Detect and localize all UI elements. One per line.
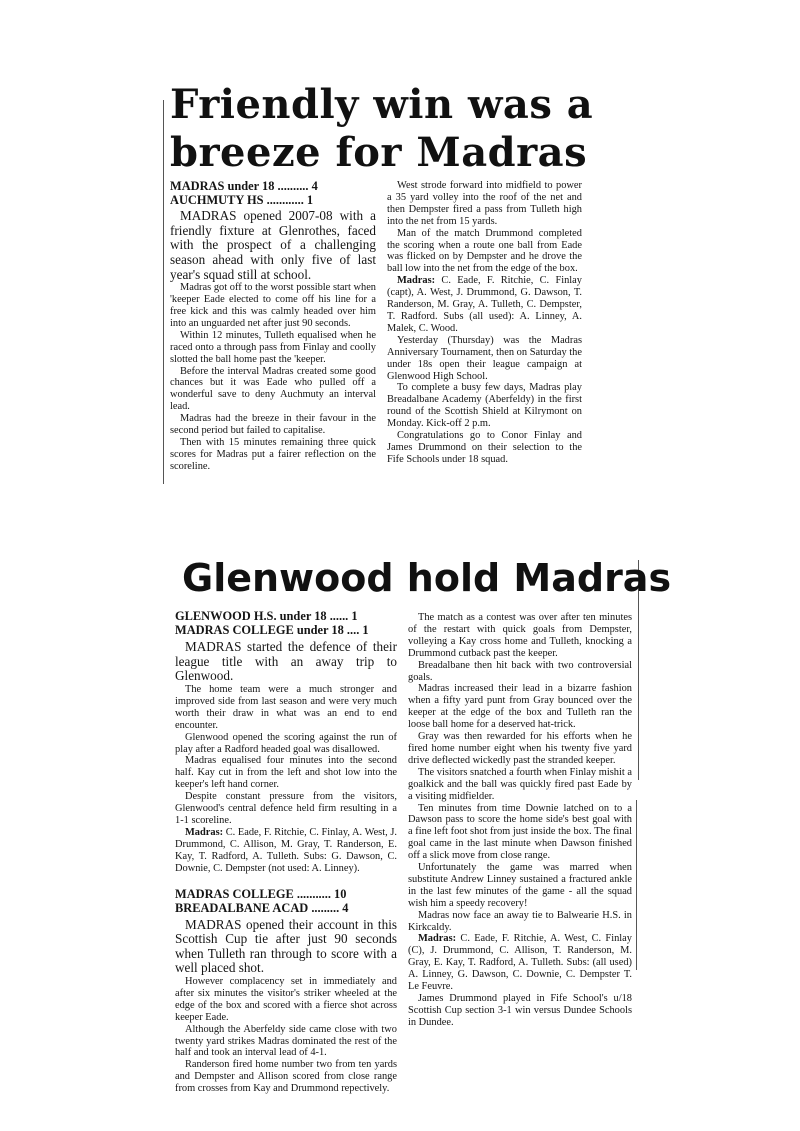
score-line: MADRAS COLLEGE under 18 .... 1: [175, 622, 369, 637]
team-lineup: Madras: C. Eade, F. Ritchie, C. Finlay (capt), A. West, J. Drummond, G. Dawson, T. Randerson, M. Gray, A. Tulleth, C. Dempster, T. Radford. Subs (all used): A. Linney, A. Malek, C. Wood.: [387, 275, 582, 334]
paragraph: Madras increased their lead in a bizarre fashion when a fifty yard punt from Gray bounced over the keeper at the edge of the box and Tulleth ran the loose ball home for a deserved hat-trick.: [408, 683, 632, 731]
paragraph: Then with 15 minutes remaining three quick scores for Madras put a fairer reflection on the scoreline.: [170, 436, 376, 472]
paragraph: Within 12 minutes, Tulleth equalised when he raced onto a through pass from Finlay and coolly slotted the ball home past the 'keeper.: [170, 329, 376, 365]
clipping-edge-line: [163, 100, 164, 484]
article-column-right: [387, 180, 582, 466]
paragraph: Madras equalised four minutes into the second half. Kay cut in from the left and shot low into the keeper's left hand corner.: [175, 755, 397, 791]
paragraph: West strode forward into midfield to power a 35 yard volley into the roof of the net and then Dempster fired a pass from Tulleth high into the net from 15 yards.: [387, 180, 582, 227]
lead-paragraph: MADRAS opened 2007-08 with a friendly fixture at Glenrothes, faced with the prospect of a challenging season ahead with only five of last year's squad still at school.: [170, 208, 376, 282]
score-line: GLENWOOD H.S. under 18 ...... 1: [175, 609, 358, 623]
team-lineup: Madras: C. Eade, F. Ritchie, A. West, C. Finlay (C), J. Drummond, C. Allison, T. Randerson, M. Gray, E. Kay, T. Radford, A. Tulleth. Subs: (all used) A. Linney, G. Dawson, C. Downie, C. Dempster T. Le Feuvre.: [408, 933, 632, 993]
paragraph: James Drummond played in Fife School's u/18 Scottish Cup section 3-1 win versus Dundee Schools in Dundee.: [408, 993, 632, 1028]
paragraph: Madras had the breeze in their favour in the second period but failed to capitalise.: [170, 413, 376, 437]
paragraph: Randerson fired home number two from ten yards and Dempster and Allison scored from close range from crosses from Kay and Drummond repectively.: [175, 1059, 397, 1095]
paragraph: The match as a contest was over after ten minutes of the restart with quick goals from Dempster, volleying a Kay cross home and Tulleth, knocking a Drummond cutback past the keeper.: [408, 612, 632, 659]
paragraph: To complete a busy few days, Madras play Breadalbane Academy (Aberfeldy) in the first round of the Scottish Shield at Kilrymont on Monday. Kick-off 2 p.m.: [387, 382, 582, 430]
paragraph: Although the Aberfeldy side came close with two twenty yard strikes Madras dominated the rest of the half and took an interval lead of 4-1.: [175, 1023, 397, 1059]
score-line: AUCHMUTY HS ............ 1: [170, 192, 314, 207]
paragraph: Yesterday (Thursday) was the Madras Anniversary Tournament, then on Saturday the under 18s open their league campaign at Glenwood High School.: [387, 334, 582, 382]
paragraph: However complacency set in immediately and after six minutes the visitor's striker wheeled at the edge of the box and scored with a fierce shot across keeper Eade.: [175, 976, 397, 1023]
lead-paragraph: MADRAS opened their account in this Scottish Cup tie after just 90 seconds when Tulleth ran through to score with a well placed shot.: [175, 916, 397, 976]
score-line: MADRAS under 18 .......... 4: [170, 179, 318, 193]
paragraph: Madras got off to the worst possible start when 'keeper Eade elected to come off his line for a free kick and this was calmly headed over him into an unguarded net after just 90 seconds.: [170, 282, 376, 329]
paragraph: Breadalbane then hit back with two controversial goals.: [408, 659, 632, 683]
paragraph: Ten minutes from time Downie latched on to a Dawson pass to score the home side's best goal with a fine left foot shot from just inside the box. The final goal came in the last minute when Dawson finished off a slick move from close range.: [408, 802, 632, 862]
lead-paragraph: MADRAS started the defence of their league title with an away trip to Glenwood.: [175, 639, 397, 684]
paragraph: Man of the match Drummond completed the scoring when a route one ball from Eade was flicked on by Dempster and he drove the ball low into the net from the edge of the box.: [387, 227, 582, 275]
paragraph: Gray was then rewarded for his efforts when he fired home number eight when his twenty five yard drive deflected wickedly past the stranded keeper.: [408, 731, 632, 766]
score-line: BREADALBANE ACAD ......... 4: [175, 901, 349, 916]
paragraph: Before the interval Madras created some good chances but it was Eade who pulled off a wonderful save to deny Auchmuty an interval lead.: [170, 365, 376, 413]
score-line: MADRAS COLLEGE ........... 10: [175, 887, 347, 902]
paragraph: The home team were a much stronger and improved side from last season and were very much worth their draw in what was an end to end encounter.: [175, 683, 397, 731]
paragraph: The visitors snatched a fourth when Finlay mishit a goalkick and the ball was quickly fired past Eade by a visiting midfielder.: [408, 766, 632, 802]
paragraph: Congratulations go to Conor Finlay and James Drummond on their selection to the Fife Schools under 18 squad.: [387, 430, 582, 465]
headline-line-1: Friendly win was a: [170, 81, 594, 128]
headline-line-2: breeze for Madras: [170, 129, 588, 176]
team-lineup: Madras: C. Eade, F. Ritchie, C. Finlay, A. West, J. Drummond, C. Allison, M. Gray, T. Randerson, E. Kay, T. Radford, A. Tulleth. Subs: G. Dawson, C. Downie, C. Dempster (not used: A. Linney).: [175, 826, 397, 874]
paragraph: Madras now face an away tie to Balwearie H.S. in Kirkcaldy.: [408, 909, 632, 933]
paragraph: Despite constant pressure from the visitors, Glenwood's central defence held firm resulting in a 1-1 scoreline.: [175, 791, 397, 826]
paragraph: Unfortunately the game was marred when substitute Andrew Linney sustained a fractured ankle in the last few minutes of the game - all the squad wish him a speedy recovery!: [408, 862, 632, 909]
headline: Glenwood hold Madras: [182, 556, 672, 600]
article-column-left: [175, 610, 397, 1095]
article-column-left: [170, 180, 376, 473]
paragraph: Glenwood opened the scoring against the run of play after a Radford headed goal was disallowed.: [175, 731, 397, 755]
article-column-right: [408, 612, 632, 1029]
clipping-edge-line: [636, 800, 637, 970]
